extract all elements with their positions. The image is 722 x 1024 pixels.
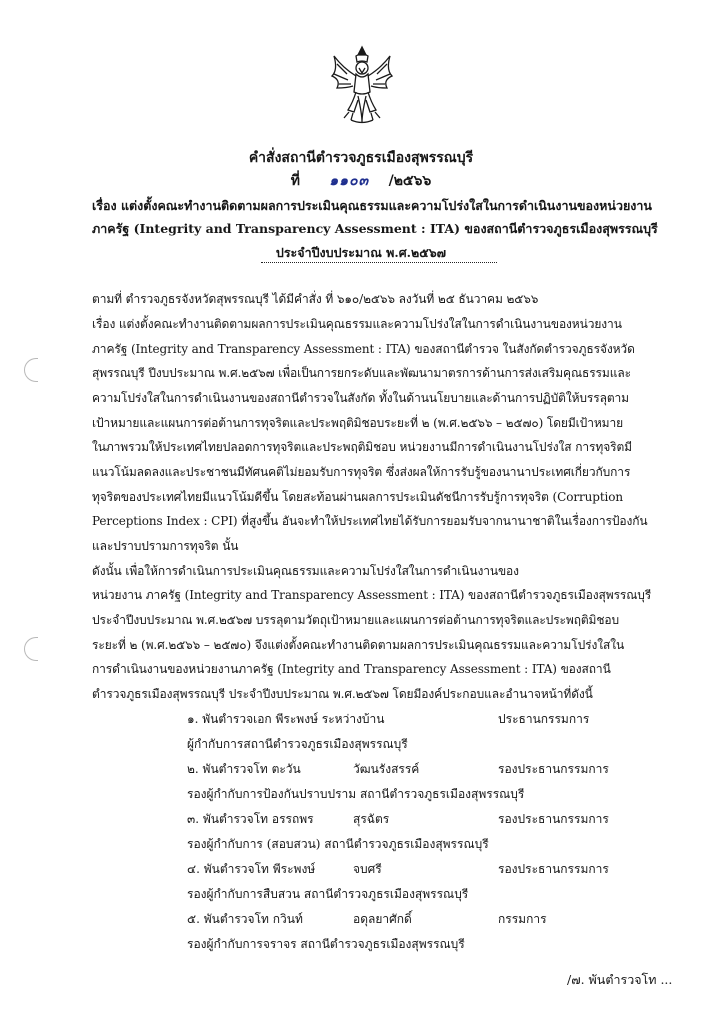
body-line: Perceptions Index : CPI) ที่สูงขึ้น อันจะทำให้ประเทศไทยได้รับการยอมรับจากนานาชาติในเรื่องการป้องกัน xyxy=(92,514,648,528)
member-name: ๓. พันตำรวจโท อรรถพร xyxy=(187,812,314,826)
body-line: ระยะที่ ๒ (พ.ศ.๒๕๖๖ – ๒๕๗๐) จึงแต่งตั้งคณะทำงานติดตามผลการประเมินคุณธรรมและความโปร่งใสใน xyxy=(92,638,625,652)
body-line: ภาครัฐ (Integrity and Transparency Assessment : ITA) ของสถานีตำรวจ ในสังกัดตำรวจภูธรจังหวัด xyxy=(92,342,635,356)
body-line: การดำเนินงานของหน่วยงานภาครัฐ (Integrity and Transparency Assessment : ITA) ของสถานี xyxy=(92,662,611,676)
body-line: ทุจริตของประเทศไทยมีแนวโน้มดีขึ้น โดยสะท้อนผ่านผลการประเมินดัชนีการรับรู้การทุจริต (Corruption xyxy=(92,490,624,504)
member-position: รองผู้กำกับการสืบสวน สถานีตำรวจภูธรเมืองสุพรรณบุรี xyxy=(187,887,469,901)
order-number-prefix: ที่ xyxy=(290,173,300,189)
member-role: รองประธานกรรมการ xyxy=(498,812,609,826)
punch-hole-mark xyxy=(24,358,38,382)
member-surname: อดุลยาศักดิ์ xyxy=(353,912,412,926)
member-surname: วัฒนรังสรรค์ xyxy=(353,762,420,776)
body-line: เรื่อง แต่งตั้งคณะทำงานติดตามผลการประเมินคุณธรรมและความโปร่งใสในการดำเนินงานของหน่วยงาน xyxy=(92,317,622,331)
body-line: ความโปร่งใสในการดำเนินงานของสถานีตำรวจในสังกัด ทั้งในด้านนโยบายและด้านการปฏิบัติให้บรรลุตาม xyxy=(92,391,629,405)
body-line: ตำรวจภูธรเมืองสุพรรณบุรี ประจำปีงบประมาณ พ.ศ.๒๕๖๗ โดยมีองค์ประกอบและอำนาจหน้าที่ดังนี้ xyxy=(92,687,593,701)
body-line: แนวโน้มลดลงและประชาชนมีทัศนคติไม่ยอมรับการทุจริต ซึ่งส่งผลให้การรับรู้ของนานาประเทศเกี่ยวกับการ xyxy=(92,465,631,479)
order-title: คำสั่งสถานีตำรวจภูธรเมืองสุพรรณบุรี xyxy=(248,150,474,166)
subject-line: ภาครัฐ (Integrity and Transparency Assessment : ITA) ของสถานีตำรวจภูธรเมืองสุพรรณบุรี xyxy=(92,221,658,236)
member-role: ประธานกรรมการ xyxy=(498,712,590,726)
member-role: รองประธานกรรมการ xyxy=(498,862,609,876)
member-surname: จบศรี xyxy=(353,862,382,876)
order-number-year: /๒๕๖๖ xyxy=(388,173,432,189)
member-role: รองประธานกรรมการ xyxy=(498,762,609,776)
order-number xyxy=(0,170,722,192)
member-name: ๑. พันตำรวจเอก พีระพงษ์ ระหว่างบ้าน xyxy=(187,712,385,726)
body-line: ประจำปีงบประมาณ พ.ศ.๒๕๖๗ บรรลุตามวัตถุเป้าหมายและแผนการต่อต้านการทุจริตและประพฤติมิชอบ xyxy=(92,613,620,627)
continuation-footer: /๗. พันตำรวจโท ... xyxy=(567,972,673,987)
member-position: รองผู้กำกับการ (สอบสวน) สถานีตำรวจภูธรเมืองสุพรรณบุรี xyxy=(187,837,489,851)
member-name: ๔. พันตำรวจโท พีระพงษ์ xyxy=(187,862,316,876)
body-line: สุพรรณบุรี ปีงบประมาณ พ.ศ.๒๕๖๗ เพื่อเป็นการยกระดับและพัฒนามาตรการด้านการส่งเสริมคุณธรรมและ xyxy=(92,366,631,380)
member-position: รองผู้กำกับการจราจร สถานีตำรวจภูธรเมืองสุพรรณบุรี xyxy=(187,937,465,951)
punch-hole-mark xyxy=(24,637,38,661)
subject-line: เรื่อง แต่งตั้งคณะทำงานติดตามผลการประเมินคุณธรรมและความโปร่งใสในการดำเนินงานของหน่วยงาน xyxy=(92,198,652,213)
body-line: และปราบปรามการทุจริต นั้น xyxy=(92,539,239,553)
member-surname: สุรฉัตร xyxy=(353,812,390,826)
member-name: ๒. พันตำรวจโท ตะวัน xyxy=(187,762,301,776)
member-position: รองผู้กำกับการป้องกันปราบปราม สถานีตำรวจภูธรเมืองสุพรรณบุรี xyxy=(187,787,525,801)
subject-line: ประจำปีงบประมาณ พ.ศ.๒๕๖๗ xyxy=(275,245,447,260)
body-line: เป้าหมายและแผนการต่อต้านการทุจริตและประพฤติมิชอบระยะที่ ๒ (พ.ศ.๒๕๖๖ – ๒๕๗๐) โดยมีเป้าหมาย xyxy=(92,416,624,430)
body-line: ตามที่ ตำรวจภูธรจังหวัดสุพรรณบุรี ได้มีคำสั่ง ที่ ๖๑๐/๒๕๖๖ ลงวันที่ ๒๕ ธันวาคม ๒๕๖๖ xyxy=(92,292,539,306)
separator-dotted-line xyxy=(261,262,497,263)
body-line: หน่วยงาน ภาครัฐ (Integrity and Transparency Assessment : ITA) ของสถานีตำรวจภูธรเมืองสุพรรณบุรี xyxy=(92,588,652,602)
member-role: กรรมการ xyxy=(498,912,547,926)
body-line: ดังนั้น เพื่อให้การดำเนินการประเมินคุณธรรมและความโปร่งใสในการดำเนินงานของ xyxy=(92,564,519,578)
member-position: ผู้กำกับการสถานีตำรวจภูธรเมืองสุพรรณบุรี xyxy=(187,737,408,751)
garuda-emblem-icon xyxy=(329,44,395,126)
order-number-handwritten: ๑๑๐๓ xyxy=(329,173,370,189)
member-name: ๕. พันตำรวจโท กวินท์ xyxy=(187,912,303,926)
body-line: ในภาพรวมให้ประเทศไทยปลอดการทุจริตและประพฤติมิชอบ หน่วยงานมีการดำเนินงานโปร่งใส การทุจริตมี xyxy=(92,440,632,454)
